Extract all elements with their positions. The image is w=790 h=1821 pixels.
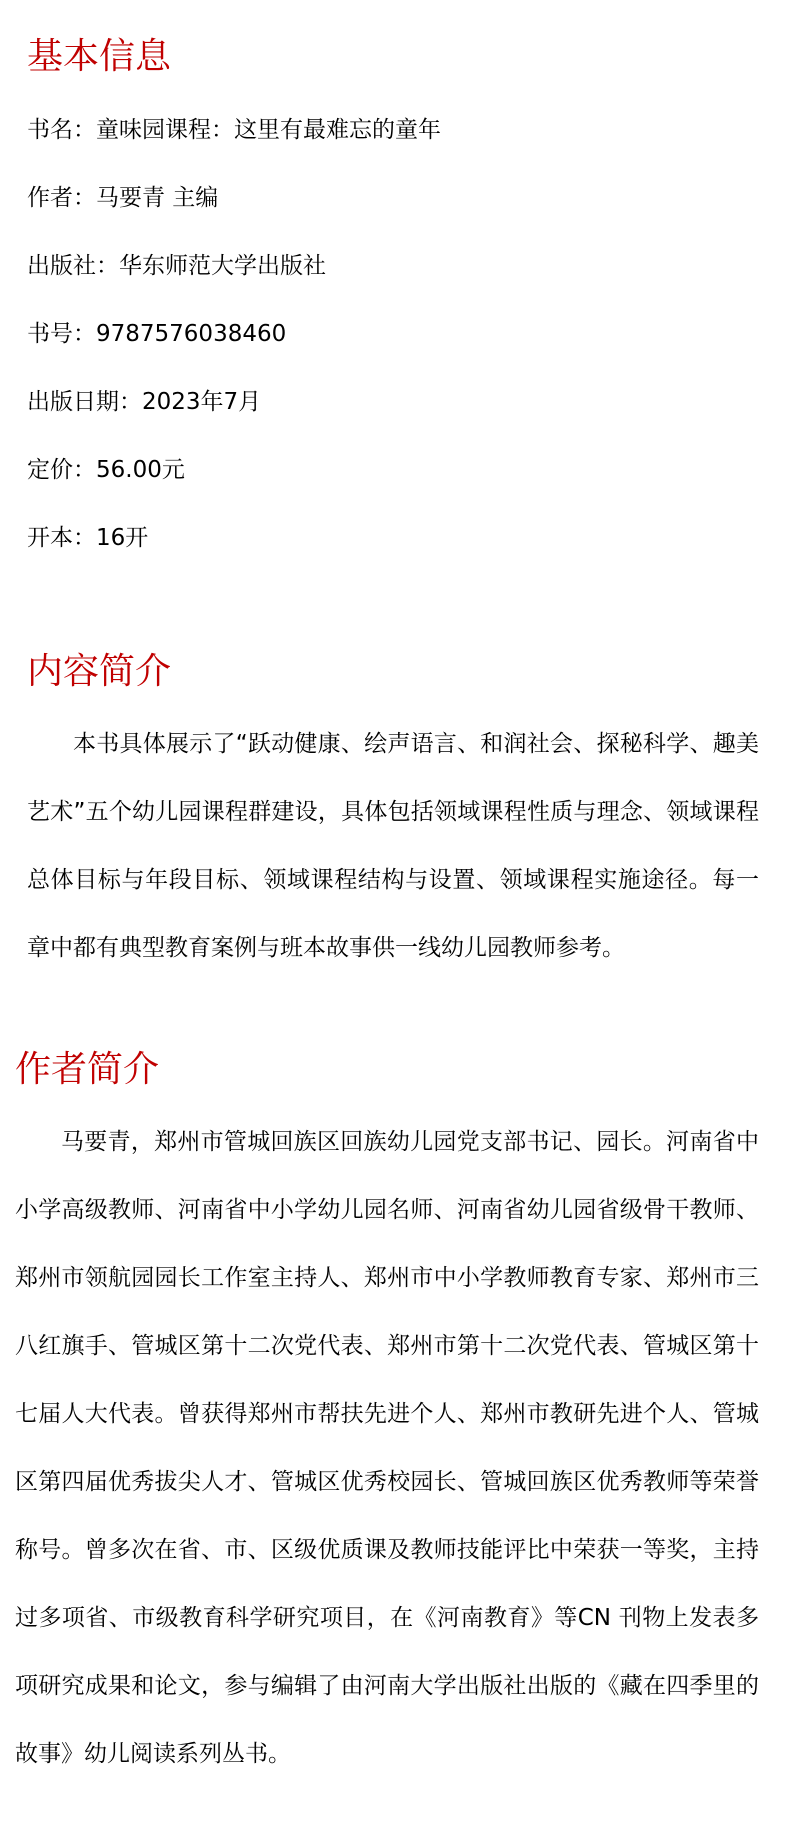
- author-line: 作者：马要青 主编: [27, 185, 219, 211]
- publisher-line: 出版社：华东师范大学出版社: [27, 253, 326, 279]
- price-line: 定价：56.00元: [27, 457, 185, 483]
- content-intro-heading: 内容简介: [27, 651, 172, 692]
- content-intro-paragraph: 本书具体展示了“跃动健康、绘声语言、和润社会、探秘科学、趣美艺术”五个幼儿园课程群建设，具体包括领域课程性质与理念、领域课程总体目标与年段目标、领域课程结构与设置、领域课程实施途径。每一章中都有典型教育案例与班本故事供一线幼儿园教师参考。: [27, 731, 759, 961]
- publish-date-line: 出版日期：2023年7月: [27, 389, 262, 415]
- isbn-line: 书号：9787576038460: [27, 321, 287, 347]
- author-intro-paragraph: 马要青，郑州市管城回族区回族幼儿园党支部书记、园长。河南省中小学高级教师、河南省中小学幼儿园名师、河南省幼儿园省级骨干教师、郑州市领航园园长工作室主持人、郑州市中小学教师教育专家、郑州市三八红旗手、管城区第十二次党代表、郑州市第十二次党代表、管城区第十七届人大代表。曾获得郑州市帮扶先进个人、郑州市教研先进个人、管城区第四届优秀拔尖人才、管城区优秀校园长、管城回族区优秀教师等荣誉称号。曾多次在省、市、区级优质课及教师技能评比中荣获一等奖，主持过多项省、市级教育科学研究项目，在《河南教育》等CN 刊物上发表多项研究成果和论文，参与编辑了由河南大学出版社出版的《藏在四季里的故事》幼儿阅读系列丛书。: [15, 1129, 759, 1767]
- format-line: 开本：16开: [27, 525, 149, 551]
- book-title-line: 书名：童味园课程：这里有最难忘的童年: [27, 117, 441, 143]
- author-intro-heading: 作者简介: [15, 1049, 160, 1090]
- basic-info-heading: 基本信息: [27, 36, 172, 77]
